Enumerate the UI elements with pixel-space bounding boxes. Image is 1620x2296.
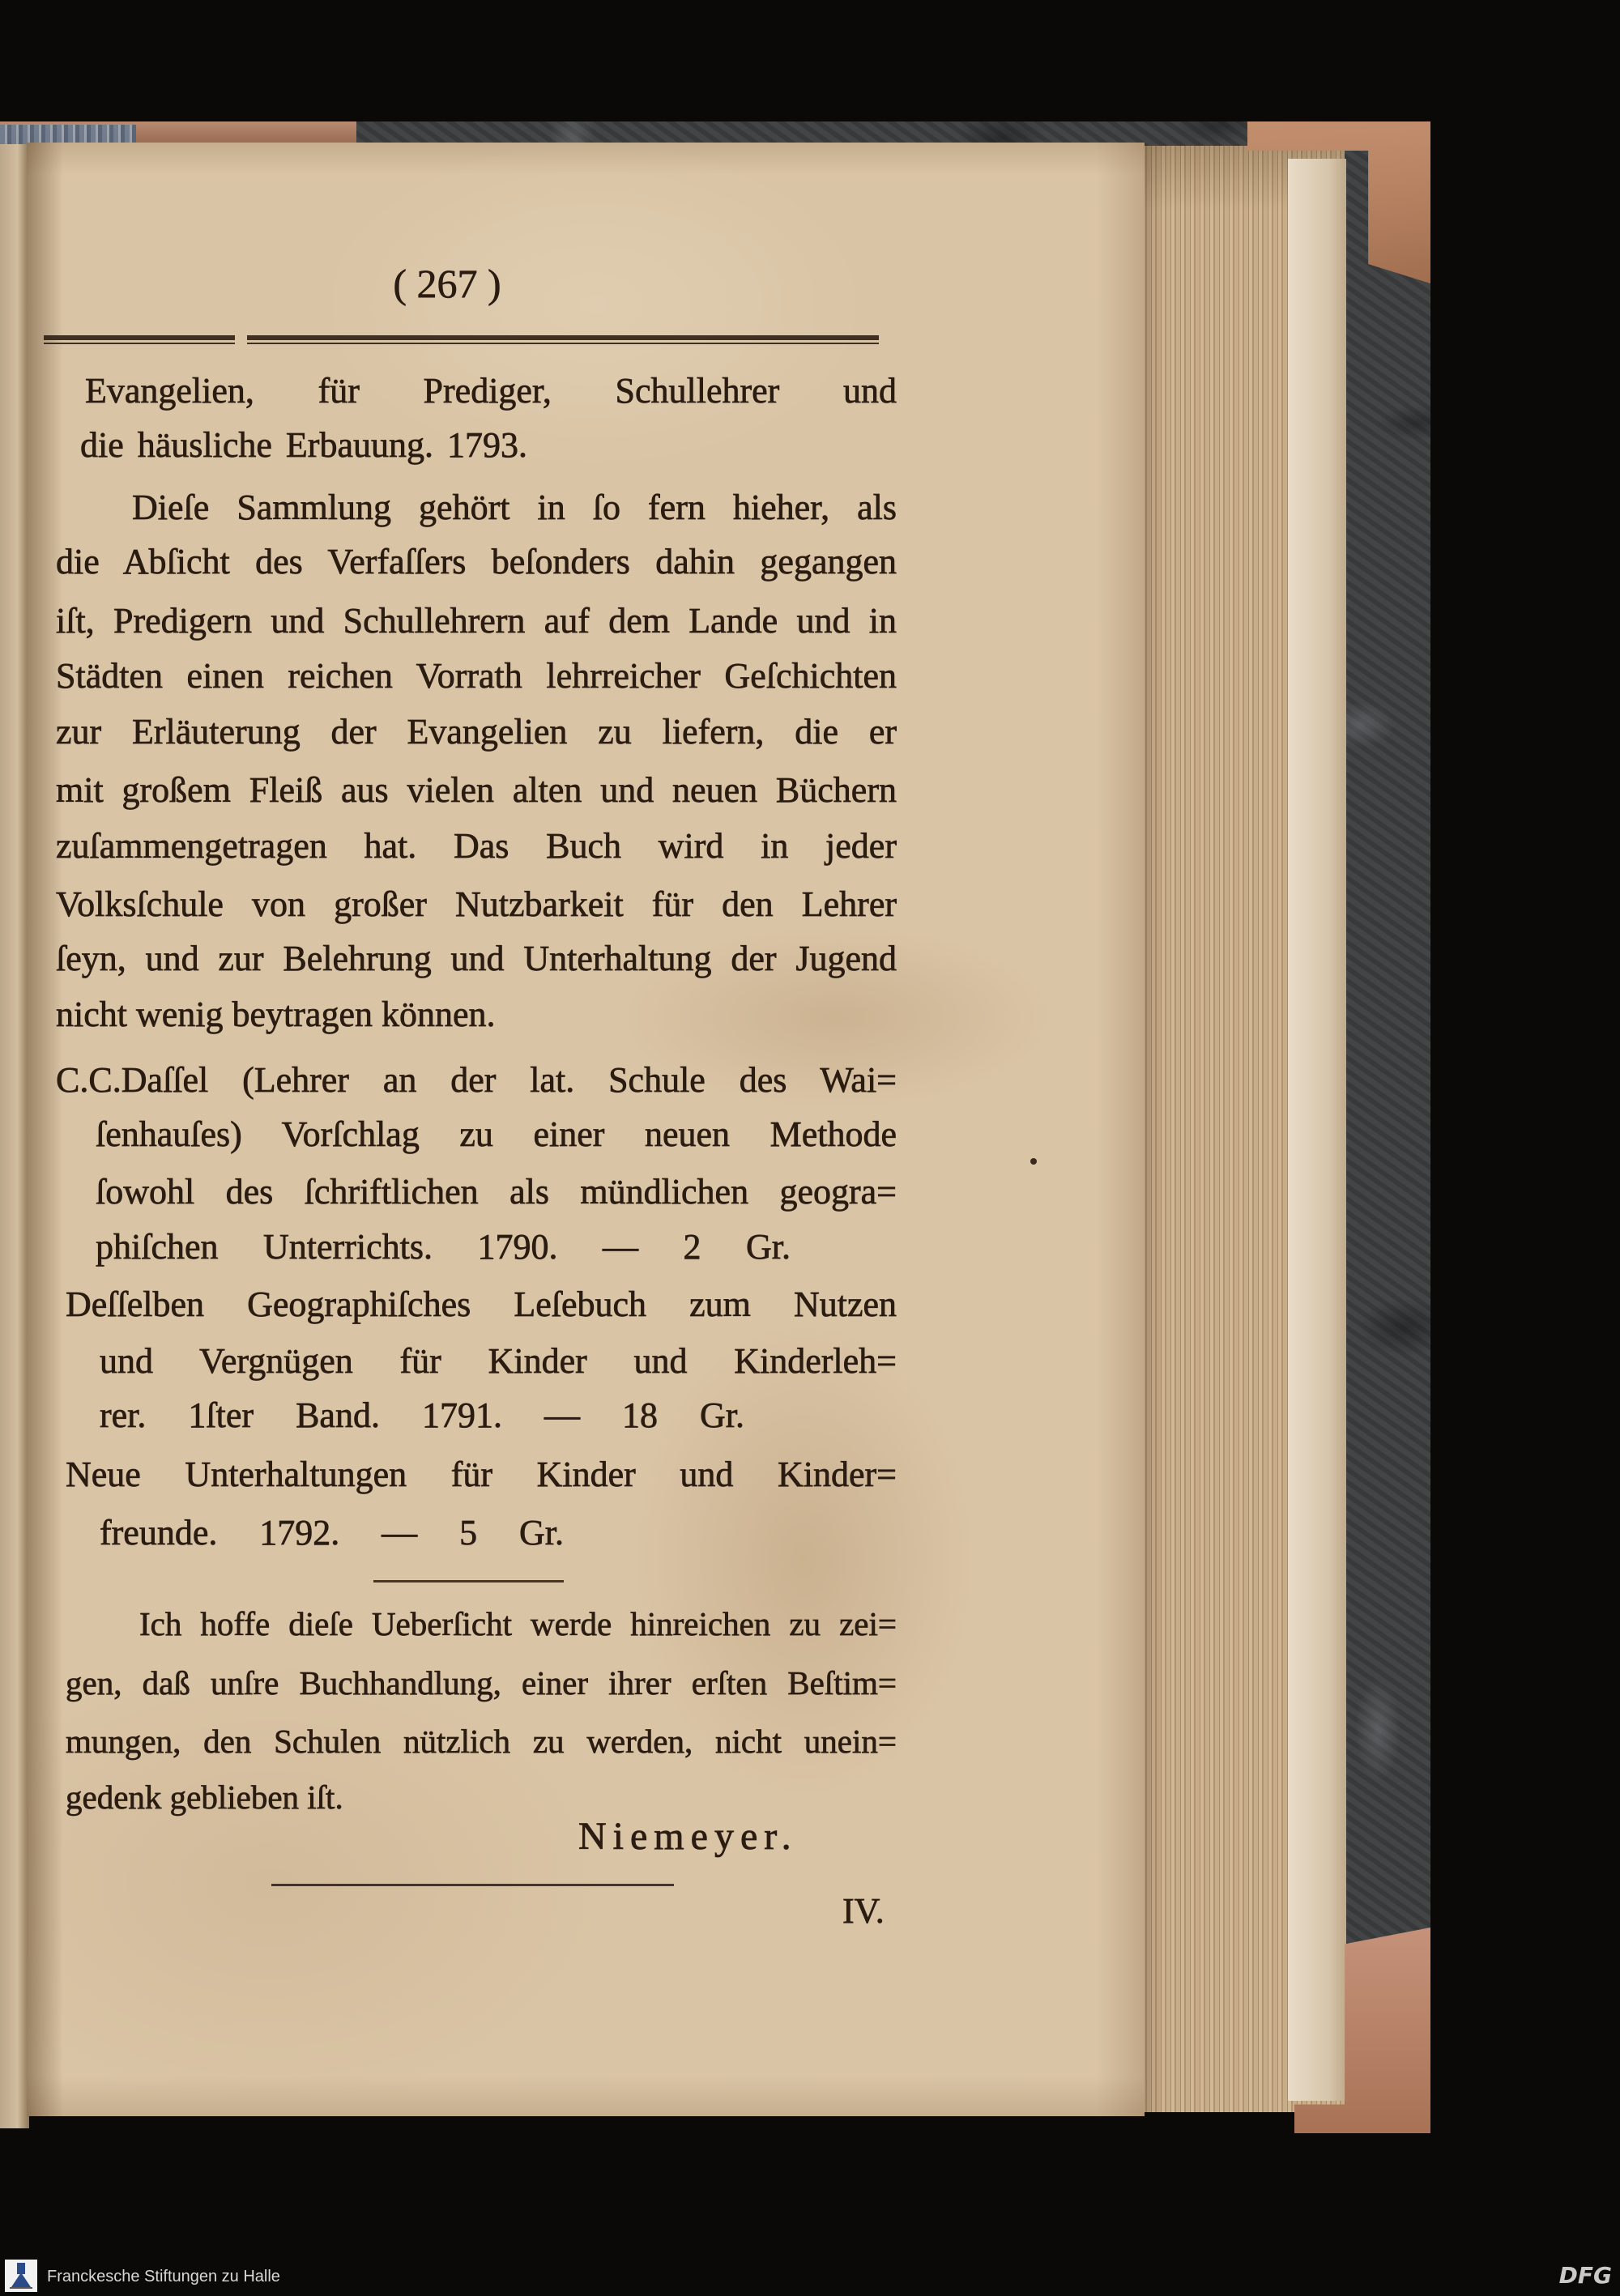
section-divider	[373, 1580, 564, 1582]
signature-mark: IV.	[842, 1891, 885, 1931]
dfg-logo: DFG	[1558, 2262, 1612, 2289]
text-line: ſeyn, und zur Belehrung und Unterhaltung der Jugend	[56, 939, 897, 978]
text-line: und Vergnügen für Kinder und Kinderleh=	[100, 1341, 897, 1381]
institution-name: Franckesche Stiftungen zu Halle	[47, 2268, 280, 2285]
header-rule	[247, 335, 879, 344]
end-rule	[271, 1884, 674, 1886]
text-line: gedenk geblieben iſt.	[66, 1778, 343, 1816]
text-line: mungen, den Schulen nützlich zu werden, nicht unein=	[66, 1723, 897, 1760]
text-line: phiſchen Unterrichts. 1790. — 2 Gr.	[96, 1227, 791, 1267]
text-line: mit großem Fleiß aus vielen alten und neuen Büchern	[56, 770, 897, 810]
text-line: gen, daß unſre Buchhandlung, einer ihrer erſten Beſtim=	[66, 1664, 897, 1702]
author-signature: Niemeyer.	[578, 1815, 798, 1858]
text-line: rer. 1ſter Band. 1791. — 18 Gr.	[100, 1395, 744, 1435]
text-line: Evangelien, für Prediger, Schullehrer und	[85, 371, 897, 411]
text-line: iſt, Predigern und Schullehrern auf dem Lande und in	[56, 601, 897, 641]
text-line: Deſſelben Geographiſches Leſebuch zum Nutzen	[66, 1284, 897, 1324]
text-line: Neue Unterhaltungen für Kinder und Kinder=	[66, 1455, 897, 1494]
text-line: C.C.Daſſel (Lehrer an der lat. Schule des Wai=	[56, 1060, 897, 1100]
text-line: Dieſe Sammlung gehört in ſo fern hieher, als	[132, 488, 897, 527]
text-line: zur Erläuterung der Evangelien zu liefern, die er	[56, 712, 897, 752]
page-number: ( 267 )	[393, 261, 501, 306]
text-line: die Abſicht des Verfaſſers beſonders dahin gegangen	[56, 542, 897, 581]
text-line: nicht wenig beytragen können.	[56, 995, 496, 1034]
text-line: ſenhauſes) Vorſchlag zu einer neuen Methode	[96, 1114, 897, 1154]
institution-emblem-icon	[5, 2260, 37, 2292]
header-rule	[44, 335, 235, 344]
text-line: ſowohl des ſchriftlichen als mündlichen geogra=	[96, 1172, 897, 1212]
text-line: Ich hoffe dieſe Ueberſicht werde hinreichen zu zei=	[139, 1605, 897, 1642]
text-line: zuſammengetragen hat. Das Buch wird in jeder	[56, 826, 897, 866]
text-line: freunde. 1792. — 5 Gr.	[100, 1513, 564, 1553]
text-line: Städten einen reichen Vorrath lehrreicher Geſchichten	[56, 656, 897, 696]
text-line: Volksſchule von großer Nutzbarkeit für den Lehrer	[56, 884, 897, 924]
ink-speck	[1030, 1158, 1037, 1165]
text-line: die häusliche Erbauung. 1793.	[80, 425, 527, 465]
